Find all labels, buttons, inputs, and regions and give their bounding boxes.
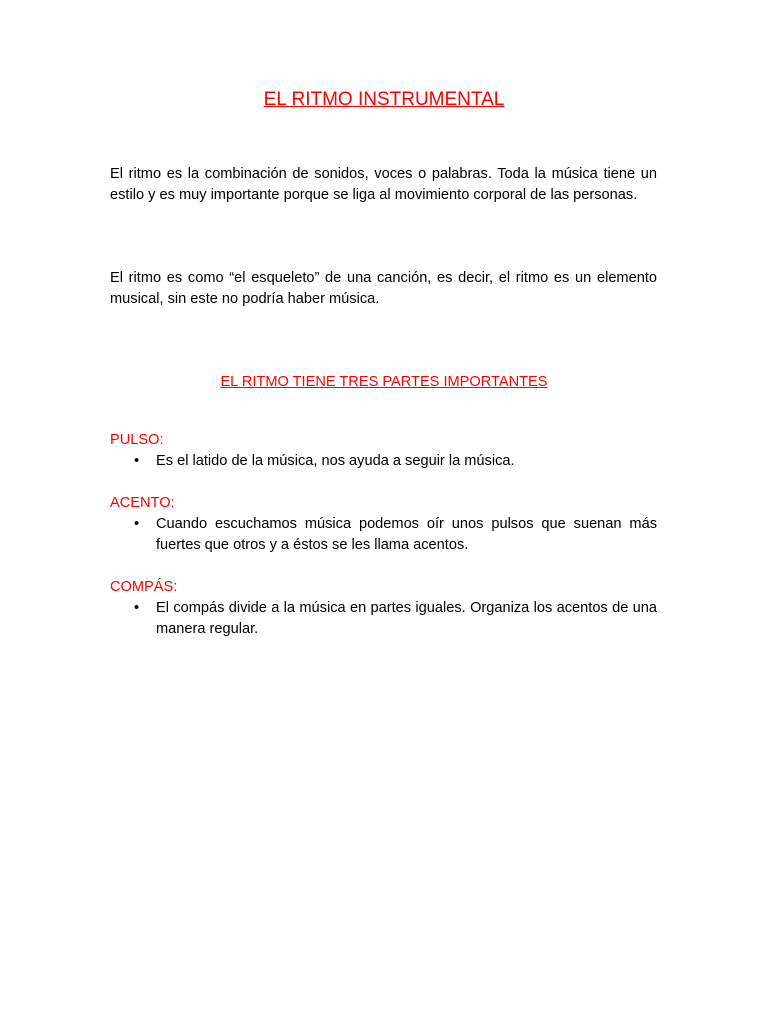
pulso-bullet-item: [110, 451, 657, 472]
bullet-icon: •: [134, 600, 140, 616]
acento-heading: ACENTO:: [110, 495, 175, 511]
bullet-icon: •: [134, 453, 140, 469]
section-subtitle: EL RITMO TIENE TRES PARTES IMPORTANTES: [220, 374, 548, 390]
acento-bullet-text: Cuando escuchamos música podemos oír unos pulsos que suenan más fuertes que otros y a éstos se les llama acentos.: [156, 516, 657, 553]
compas-heading: COMPÁS:: [110, 579, 178, 595]
bullet-icon: •: [134, 516, 140, 532]
pulso-bullet-text: Es el latido de la música, nos ayuda a seguir la música.: [156, 453, 515, 469]
page-title: EL RITMO INSTRUMENTAL: [263, 89, 505, 110]
compas-bullet-text: El compás divide a la música en partes iguales. Organiza los acentos de una manera regular.: [156, 600, 657, 637]
skeleton-paragraph: El ritmo es como “el esqueleto” de una canción, es decir, el ritmo es un elemento musical, sin este no podría haber música.: [110, 270, 657, 307]
pulso-heading: PULSO:: [110, 432, 164, 448]
acento-bullet-item: [110, 514, 657, 556]
compas-bullet-item: [110, 598, 657, 640]
intro-paragraph: El ritmo es la combinación de sonidos, voces o palabras. Toda la música tiene un estilo y es muy importante porque se liga al movimiento corporal de las personas.: [110, 166, 657, 203]
